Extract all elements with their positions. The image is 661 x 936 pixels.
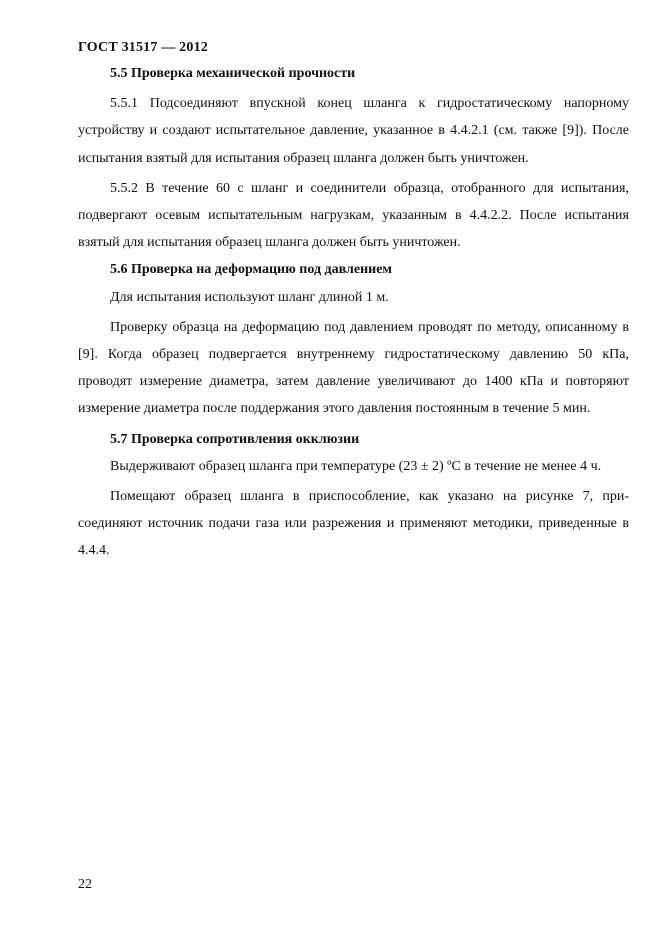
paragraph-5-5-2: 5.5.2 В течение 60 с шланг и соединители образца, отобранного для испытания, подвергают осевым испытательным нагрузкам, указанным в 4.4.2.2. После испытания взятый для испытания образец шланга должен быть уничтожен. xyxy=(78,180,629,251)
section-heading-5-7: 5.7 Проверка сопротивления окклюзии xyxy=(110,431,360,447)
paragraph-5-6-1: Для испытания используют шланг длиной 1 м. xyxy=(110,289,389,305)
paragraph-5-7-1: Выдерживают образец шланга при температуре (23 ± 2) ºС в течение не менее 4 ч. xyxy=(110,458,602,474)
paragraph-5-5-1: 5.5.1 Подсоединяют впускной конец шланга к гидростатическому напорному устройству и создают испытательное давление, указанное в 4.4.2.1 (см. также [9]). После испытания взятый для испытания образец шланга должен быть уничтожен. xyxy=(78,96,629,166)
document-body xyxy=(78,60,629,565)
page-number: 22 xyxy=(78,877,92,892)
paragraph-5-6-2: Проверку образца на деформацию под давлением проводят по методу, описанному в [9]. Когда образец подвергается внутреннему гидростатическому давлению 50 кПа, проводят измерение диаметра, затем давление увеличивают до 1400 кПа и повторяют измерение диаметра после поддержания этого давления постоянным в течение 5 мин. xyxy=(78,319,629,417)
document-header: ГОСТ 31517 — 2012 xyxy=(78,40,208,55)
section-heading-5-5: 5.5 Проверка механической прочности xyxy=(110,66,356,81)
section-heading-5-6: 5.6 Проверка на деформацию под давлением xyxy=(110,262,392,278)
paragraph-5-7-2: Помещают образец шланга в приспособление, как указано на рисунке 7, присоединяют источник подачи газа или разрежения и применяют методики, приведенные в 4.4.4. xyxy=(78,489,629,559)
